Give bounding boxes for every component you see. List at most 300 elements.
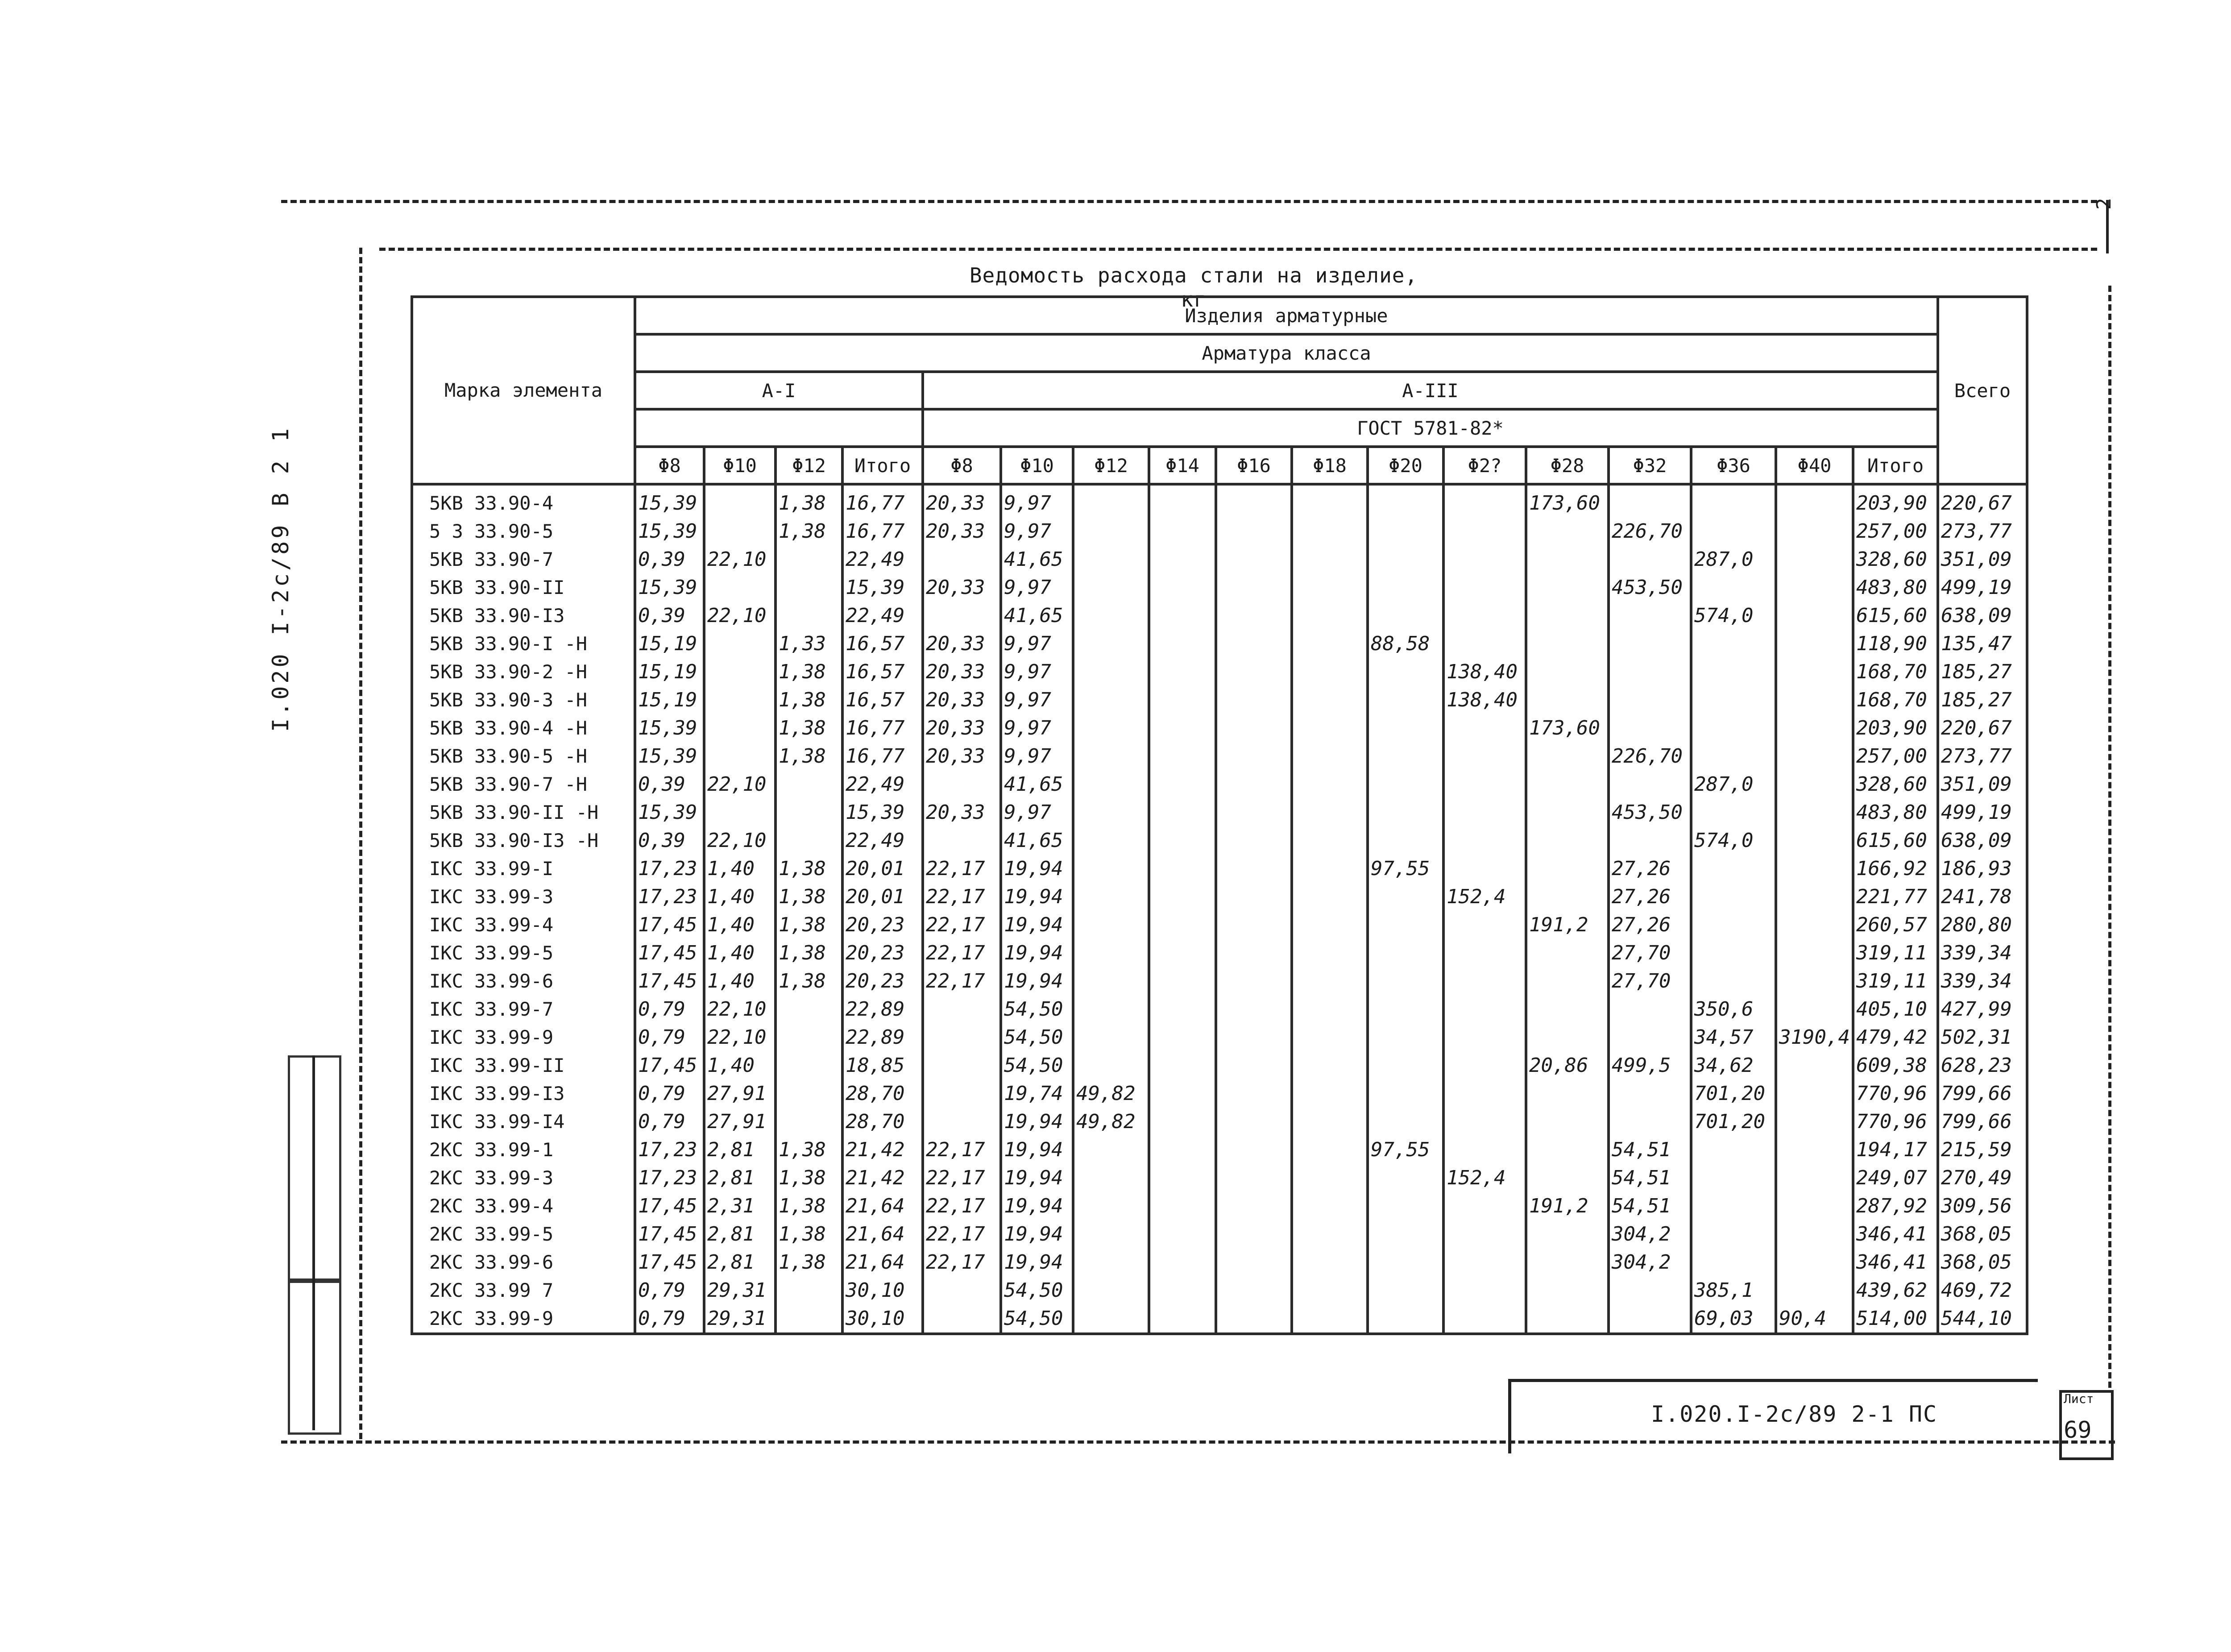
row-mark: IКС 33.99-I [412, 855, 635, 883]
table-cell: 15,39 [635, 484, 704, 517]
table-cell [1368, 714, 1443, 742]
table-row [412, 658, 2027, 686]
col-header: Φ36 [1691, 447, 1776, 484]
table-cell [1292, 658, 1368, 686]
table-cell: 22,49 [842, 545, 923, 573]
table-cell: 1,38 [775, 1248, 842, 1276]
row-total: 628,23 [1938, 1051, 2027, 1079]
table-cell [1368, 545, 1443, 573]
table-cell: 0,79 [635, 1276, 704, 1304]
table-cell: 9,97 [1001, 573, 1073, 602]
table-cell: 221,77 [1853, 883, 1938, 911]
table-cell [1526, 1164, 1609, 1192]
row-total: 339,34 [1938, 967, 2027, 995]
table-cell: 20,86 [1526, 1051, 1609, 1079]
table-row [412, 686, 2027, 714]
table-cell [1292, 545, 1368, 573]
table-cell: 27,91 [704, 1108, 775, 1136]
table-cell [1292, 798, 1368, 826]
table-cell: 17,23 [635, 883, 704, 911]
table-cell [1292, 484, 1368, 517]
table-cell: 54,51 [1609, 1192, 1691, 1220]
table-row [412, 1023, 2027, 1051]
table-cell [1216, 770, 1292, 798]
table-cell [1292, 883, 1368, 911]
table-cell [1149, 995, 1216, 1023]
table-cell [775, 1304, 842, 1334]
row-mark: 5КВ 33.90-4 [412, 484, 635, 517]
row-mark: 5 3 33.90-5 [412, 517, 635, 545]
table-cell [1691, 883, 1776, 911]
row-total: 215,59 [1938, 1136, 2027, 1164]
table-cell: 1,33 [775, 630, 842, 658]
row-total: 351,09 [1938, 545, 2027, 573]
table-cell [1368, 1276, 1443, 1304]
table-cell [1368, 1220, 1443, 1248]
page-title: Ведомость расхода стали на изделие, кг [969, 263, 1418, 311]
table-cell: 1,38 [775, 742, 842, 770]
table-cell: 29,31 [704, 1276, 775, 1304]
table-cell [1526, 1220, 1609, 1248]
table-cell: 138,40 [1443, 658, 1526, 686]
table-cell: 20,01 [842, 883, 923, 911]
table-cell: 304,2 [1609, 1248, 1691, 1276]
table-cell: 21,64 [842, 1248, 923, 1276]
table-cell [1149, 855, 1216, 883]
table-cell [1443, 714, 1526, 742]
table-cell [1368, 1108, 1443, 1136]
row-total: 368,05 [1938, 1220, 2027, 1248]
table-cell: 41,65 [1001, 602, 1073, 630]
table-cell [1292, 1051, 1368, 1079]
table-cell: 203,90 [1853, 484, 1938, 517]
table-cell [1149, 939, 1216, 967]
table-cell: 346,41 [1853, 1220, 1938, 1248]
row-total: 368,05 [1938, 1248, 2027, 1276]
table-cell [1149, 911, 1216, 939]
row-total: 135,47 [1938, 630, 2027, 658]
table-cell [1073, 1304, 1149, 1334]
table-cell: 609,38 [1853, 1051, 1938, 1079]
table-cell [1216, 939, 1292, 967]
table-cell: 17,45 [635, 1248, 704, 1276]
table-cell [1526, 602, 1609, 630]
table-cell: 22,17 [923, 1136, 1001, 1164]
table-cell [1368, 911, 1443, 939]
col-header: Φ40 [1776, 447, 1853, 484]
table-cell [1073, 602, 1149, 630]
table-cell [1073, 686, 1149, 714]
table-cell [923, 1108, 1001, 1136]
table-cell [1216, 1023, 1292, 1051]
row-mark: 2КС 33.99-4 [412, 1192, 635, 1220]
table-cell: 173,60 [1526, 484, 1609, 517]
table-cell: 30,10 [842, 1276, 923, 1304]
table-cell [1776, 826, 1853, 855]
col-header: Φ18 [1292, 447, 1368, 484]
table-cell: 69,03 [1691, 1304, 1776, 1334]
table-cell [923, 602, 1001, 630]
row-mark: 2КС 33.99-3 [412, 1164, 635, 1192]
table-cell [1292, 939, 1368, 967]
table-cell [923, 1051, 1001, 1079]
table-cell [1073, 1136, 1149, 1164]
col-header: Φ12 [775, 447, 842, 484]
table-cell [1443, 1248, 1526, 1276]
table-cell [1609, 1304, 1691, 1334]
table-cell: 1,38 [775, 1220, 842, 1248]
table-cell: 17,45 [635, 911, 704, 939]
table-cell [1526, 883, 1609, 911]
table-cell [1368, 770, 1443, 798]
table-cell [1149, 602, 1216, 630]
table-cell [1776, 995, 1853, 1023]
frame-inner-top-line [379, 248, 2097, 251]
table-cell [775, 995, 842, 1023]
row-mark: 5КВ 33.90-7 -Н [412, 770, 635, 798]
table-cell [1443, 1108, 1526, 1136]
table-cell [1073, 798, 1149, 826]
table-cell [1073, 1248, 1149, 1276]
table-cell: 20,01 [842, 855, 923, 883]
table-cell [1216, 911, 1292, 939]
table-cell: 287,92 [1853, 1192, 1938, 1220]
table-cell [923, 545, 1001, 573]
table-cell [775, 1051, 842, 1079]
table-cell [1368, 1192, 1443, 1220]
table-cell: 257,00 [1853, 742, 1938, 770]
table-cell: 9,97 [1001, 630, 1073, 658]
table-cell [1149, 1164, 1216, 1192]
table-cell: 15,39 [635, 798, 704, 826]
table-cell: 328,60 [1853, 770, 1938, 798]
table-cell [1776, 658, 1853, 686]
table-cell [1443, 1220, 1526, 1248]
frame-left-line [359, 248, 362, 1439]
table-cell: 34,57 [1691, 1023, 1776, 1051]
table-row [412, 798, 2027, 826]
table-cell [1292, 630, 1368, 658]
table-cell: 54,51 [1609, 1136, 1691, 1164]
table-cell [1691, 1164, 1776, 1192]
table-cell [1443, 995, 1526, 1023]
table-cell [1776, 911, 1853, 939]
table-cell: 19,94 [1001, 1248, 1073, 1276]
table-cell: 15,19 [635, 658, 704, 686]
table-row [412, 1164, 2027, 1192]
table-cell [1073, 967, 1149, 995]
table-cell [1292, 1079, 1368, 1108]
table-cell: 20,33 [923, 658, 1001, 686]
table-cell [1609, 658, 1691, 686]
table-cell [1216, 1164, 1292, 1192]
table-cell: 17,45 [635, 1220, 704, 1248]
table-cell [1443, 1079, 1526, 1108]
table-cell [1149, 573, 1216, 602]
row-mark: IКС 33.99-6 [412, 967, 635, 995]
steel-consumption-table [411, 295, 2028, 1335]
table-cell [1443, 573, 1526, 602]
table-cell: 0,39 [635, 545, 704, 573]
table-cell [775, 602, 842, 630]
class-header: Арматура класса [635, 334, 1938, 372]
table-cell: 1,40 [704, 911, 775, 939]
table-cell: 22,49 [842, 770, 923, 798]
table-cell: 20,23 [842, 911, 923, 939]
table-cell [1368, 883, 1443, 911]
mark-header: Марка элемента [412, 297, 635, 484]
table-cell [1776, 742, 1853, 770]
table-cell: 226,70 [1609, 517, 1691, 545]
table-cell [1292, 855, 1368, 883]
table-cell [1443, 517, 1526, 545]
table-cell [1149, 630, 1216, 658]
table-cell: 0,39 [635, 770, 704, 798]
table-cell: 385,1 [1691, 1276, 1776, 1304]
table-cell: 22,49 [842, 826, 923, 855]
col-header: Φ8 [635, 447, 704, 484]
table-cell: 203,90 [1853, 714, 1938, 742]
table-cell: 479,42 [1853, 1023, 1938, 1051]
table-cell [1292, 1248, 1368, 1276]
table-cell: 2,31 [704, 1192, 775, 1220]
table-cell: 27,70 [1609, 939, 1691, 967]
table-cell [775, 826, 842, 855]
table-cell: 1,40 [704, 883, 775, 911]
table-cell [1073, 1164, 1149, 1192]
row-mark: 5КВ 33.90-2 -Н [412, 658, 635, 686]
table-cell [1526, 1108, 1609, 1136]
table-cell: 22,17 [923, 883, 1001, 911]
table-cell [1149, 826, 1216, 855]
table-cell [1073, 1023, 1149, 1051]
table-cell [1216, 517, 1292, 545]
table-cell: 191,2 [1526, 1192, 1609, 1220]
table-cell: 1,38 [775, 714, 842, 742]
col-header: Φ28 [1526, 447, 1609, 484]
table-cell [1776, 770, 1853, 798]
table-cell [1149, 1276, 1216, 1304]
row-total: 220,67 [1938, 484, 2027, 517]
table-cell [1526, 939, 1609, 967]
row-mark: 5КВ 33.90-7 [412, 545, 635, 573]
table-cell: 138,40 [1443, 686, 1526, 714]
table-cell: 88,58 [1368, 630, 1443, 658]
table-cell: 49,82 [1073, 1108, 1149, 1136]
table-cell [1216, 545, 1292, 573]
table-cell [1149, 1023, 1216, 1051]
table-cell [1776, 602, 1853, 630]
table-cell [1776, 517, 1853, 545]
table-cell: 22,10 [704, 545, 775, 573]
table-cell: 1,40 [704, 855, 775, 883]
table-cell: 19,94 [1001, 1136, 1073, 1164]
table-cell: 152,4 [1443, 1164, 1526, 1192]
table-cell: 1,38 [775, 686, 842, 714]
row-mark: 5КВ 33.90-I -Н [412, 630, 635, 658]
table-cell [1216, 967, 1292, 995]
table-cell [1609, 1023, 1691, 1051]
table-cell: 0,79 [635, 1079, 704, 1108]
table-cell [1073, 630, 1149, 658]
table-cell: 16,77 [842, 742, 923, 770]
table-cell [1443, 826, 1526, 855]
table-cell [1691, 658, 1776, 686]
table-cell: 17,23 [635, 855, 704, 883]
table-cell: 21,42 [842, 1164, 923, 1192]
gost-spacer-a1 [635, 409, 923, 447]
table-cell [1368, 517, 1443, 545]
col-header: Φ16 [1216, 447, 1292, 484]
row-total: 220,67 [1938, 714, 2027, 742]
table-cell [704, 484, 775, 517]
col-header: Φ10 [704, 447, 775, 484]
row-mark: 2КС 33.99 7 [412, 1276, 635, 1304]
table-cell [1776, 1276, 1853, 1304]
table-cell [1292, 1304, 1368, 1334]
table-cell [1776, 714, 1853, 742]
table-cell: 483,80 [1853, 573, 1938, 602]
table-cell: 22,17 [923, 911, 1001, 939]
table-cell: 770,96 [1853, 1079, 1938, 1108]
row-total: 186,93 [1938, 855, 2027, 883]
table-cell [1292, 686, 1368, 714]
col-header: Итого [842, 447, 923, 484]
table-cell [1368, 742, 1443, 770]
table-cell [1216, 602, 1292, 630]
table-cell [1443, 1051, 1526, 1079]
table-cell: 9,97 [1001, 742, 1073, 770]
table-cell [1216, 1276, 1292, 1304]
table-cell: 90,4 [1776, 1304, 1853, 1334]
approval-strip-divider [312, 1055, 315, 1430]
table-cell [1526, 1136, 1609, 1164]
table-cell [1443, 1192, 1526, 1220]
row-mark: 5КВ 33.90-II -Н [412, 798, 635, 826]
table-cell: 19,94 [1001, 1108, 1073, 1136]
table-cell [1149, 1248, 1216, 1276]
table-cell: 405,10 [1853, 995, 1938, 1023]
table-cell [1691, 1136, 1776, 1164]
table-cell: 168,70 [1853, 686, 1938, 714]
table-row [412, 602, 2027, 630]
table-cell [1073, 939, 1149, 967]
table-cell: 9,97 [1001, 658, 1073, 686]
table-cell [704, 742, 775, 770]
table-cell: 249,07 [1853, 1164, 1938, 1192]
table-row [412, 883, 2027, 911]
table-cell: 22,17 [923, 967, 1001, 995]
table-cell: 1,40 [704, 939, 775, 967]
table-cell: 41,65 [1001, 826, 1073, 855]
table-cell: 453,50 [1609, 573, 1691, 602]
table-cell: 20,33 [923, 573, 1001, 602]
document-code: I.020.I-2с/89 2-1 ПС [1651, 1401, 1938, 1427]
table-cell [1073, 1192, 1149, 1220]
table-row [412, 911, 2027, 939]
sheet-number: 69 [2064, 1417, 2092, 1444]
table-cell [1526, 1304, 1609, 1334]
table-row [412, 742, 2027, 770]
row-mark: IКС 33.99-3 [412, 883, 635, 911]
table-cell: 97,55 [1368, 855, 1443, 883]
table-cell: 19,94 [1001, 1164, 1073, 1192]
row-mark: IКС 33.99-4 [412, 911, 635, 939]
table-cell [1073, 995, 1149, 1023]
table-cell [1149, 484, 1216, 517]
table-cell: 9,97 [1001, 686, 1073, 714]
table-row [412, 545, 2027, 573]
table-cell [1292, 995, 1368, 1023]
row-total: 544,10 [1938, 1304, 2027, 1334]
table-cell [1443, 1304, 1526, 1334]
table-cell [1526, 517, 1609, 545]
table-cell: 54,50 [1001, 1304, 1073, 1334]
col-header: Φ2? [1443, 447, 1526, 484]
table-cell [1216, 1136, 1292, 1164]
table-cell [1216, 995, 1292, 1023]
table-cell [1368, 967, 1443, 995]
table-cell: 304,2 [1609, 1220, 1691, 1248]
table-cell: 191,2 [1526, 911, 1609, 939]
table-cell [1526, 658, 1609, 686]
table-cell: 701,20 [1691, 1079, 1776, 1108]
table-cell [1609, 630, 1691, 658]
table-cell [1443, 1023, 1526, 1051]
row-mark: IКС 33.99-7 [412, 995, 635, 1023]
table-cell: 16,77 [842, 517, 923, 545]
table-cell: 15,39 [842, 798, 923, 826]
table-cell: 287,0 [1691, 770, 1776, 798]
table-cell [1776, 798, 1853, 826]
table-cell [1216, 798, 1292, 826]
table-cell: 22,17 [923, 1192, 1001, 1220]
table-cell [1691, 911, 1776, 939]
table-cell: 1,38 [775, 883, 842, 911]
table-row [412, 1276, 2027, 1304]
table-cell [775, 1079, 842, 1108]
table-cell [1691, 573, 1776, 602]
table-cell [1691, 1220, 1776, 1248]
table-cell: 0,39 [635, 602, 704, 630]
row-total: 638,09 [1938, 602, 2027, 630]
table-cell [1526, 573, 1609, 602]
table-cell: 1,40 [704, 967, 775, 995]
row-total: 638,09 [1938, 826, 2027, 855]
table-cell [1443, 967, 1526, 995]
table-cell [1073, 911, 1149, 939]
table-cell [1691, 939, 1776, 967]
table-cell [1526, 1276, 1609, 1304]
total-header: Всего [1938, 297, 2027, 484]
table-cell: 27,26 [1609, 911, 1691, 939]
row-mark: IКС 33.99-II [412, 1051, 635, 1079]
table-cell [1216, 742, 1292, 770]
table-cell [1216, 1051, 1292, 1079]
table-cell: 22,89 [842, 1023, 923, 1051]
table-cell: 22,17 [923, 1220, 1001, 1248]
table-cell [1526, 1023, 1609, 1051]
table-cell [1609, 686, 1691, 714]
table-cell: 319,11 [1853, 939, 1938, 967]
table-cell [923, 1023, 1001, 1051]
table-cell [1526, 855, 1609, 883]
table-cell [1691, 967, 1776, 995]
table-cell [1216, 883, 1292, 911]
table-cell [1216, 1079, 1292, 1108]
table-cell [1776, 630, 1853, 658]
table-cell: 1,38 [775, 517, 842, 545]
